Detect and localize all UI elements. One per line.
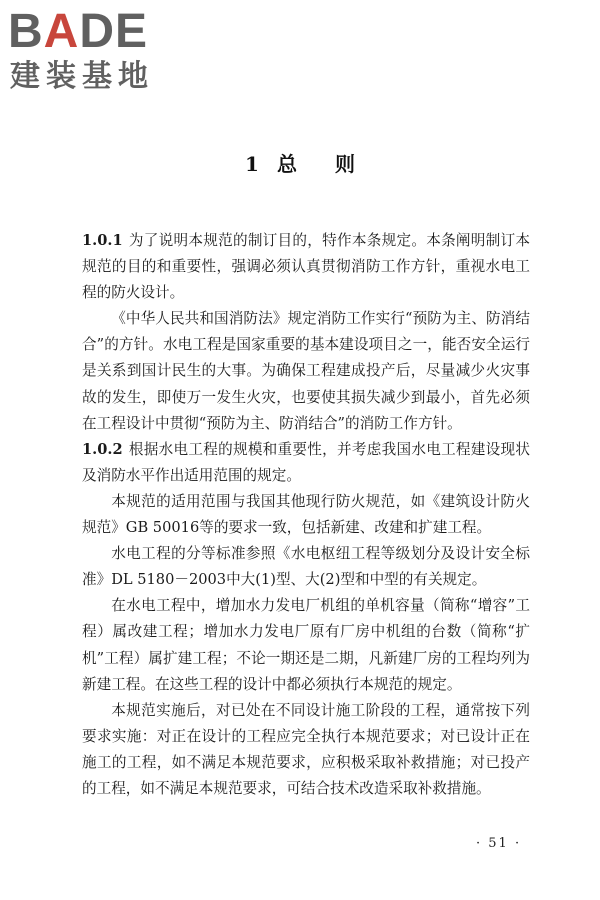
paragraph-1 (82, 228, 530, 306)
logo-cjk-text: 建装基地 (10, 59, 154, 94)
chapter-title (0, 150, 600, 178)
paragraph-7 (82, 698, 530, 802)
bade-logo (8, 6, 178, 96)
paragraph-text: 水电工程的分等标准参照《水电枢纽工程等级划分及设计安全标准》DL 5180－2003中大(1)型、大(2)型和中型的有关规定。 (82, 545, 530, 589)
paragraph-text: 本规范的适用范围与我国其他现行防火规范，如《建筑设计防火规范》GB 50016等的要求一致，包括新建、改建和扩建工程。 (82, 492, 530, 537)
chapter-title-char-1: 总 (276, 152, 297, 176)
chapter-title-char-2: 则 (334, 152, 355, 176)
paragraph-5 (82, 541, 530, 593)
paragraph-text: 在水电工程中，增加水力发电厂机组的单机容量（简称“增容”工程）属改建工程；增加水力发电厂原有厂房中机组的台数（简称“扩机”工程）属扩建工程；不论一期还是二期，凡新建厂房的工程均列为新建工程。在这些工程的设计中都必须执行本规范的规定。 (82, 597, 530, 693)
paragraph-text: 为了说明本规范的制订目的，特作本条规定。本条阐明制订本规范的目的和重要性，强调必须认真贯彻消防工作方针，重视水电工程的防火设计。 (82, 232, 530, 302)
logo-letter-b: B (8, 5, 44, 58)
paragraph-text: 本规范实施后，对已处在不同设计施工阶段的工程，通常按下列要求实施：对正在设计的工程应完全执行本规范要求；对已设计正在施工的工程，如不满足本规范要求，应积极采取补救措施；对已投产的工程，如不满足本规范要求，可结合技术改造采取补救措施。 (82, 701, 530, 797)
paragraph-4 (82, 489, 530, 541)
paragraph-text: 根据水电工程的规模和重要性，并考虑我国水电工程建设现状及消防水平作出适用范围的规定。 (82, 440, 530, 484)
chapter-number: 1 (245, 152, 259, 176)
paragraph-2 (82, 306, 530, 436)
paragraph-3 (82, 437, 530, 489)
page-number: · 51 · (476, 836, 522, 851)
clause-number: 1.0.2 (82, 440, 123, 458)
paragraph-text: 《中华人民共和国消防法》规定消防工作实行“预防为主、防消结合”的方针。水电工程是国家重要的基本建设项目之一，能否安全运行是关系到国计民生的大事。为确保工程建成投产后，尽量减少火灾事故的发生，即使万一发生火灾，也要使其损失减少到最小，首先必须在工程设计中贯彻“预防为主、防消结合”的消防工作方针。 (82, 310, 530, 432)
logo-letter-a: A (43, 5, 80, 58)
body-text (82, 228, 530, 802)
clause-number: 1.0.1 (82, 232, 123, 249)
logo-letters-de: DE (79, 5, 149, 58)
logo-wordmark (8, 6, 148, 58)
paragraph-6 (82, 593, 530, 697)
